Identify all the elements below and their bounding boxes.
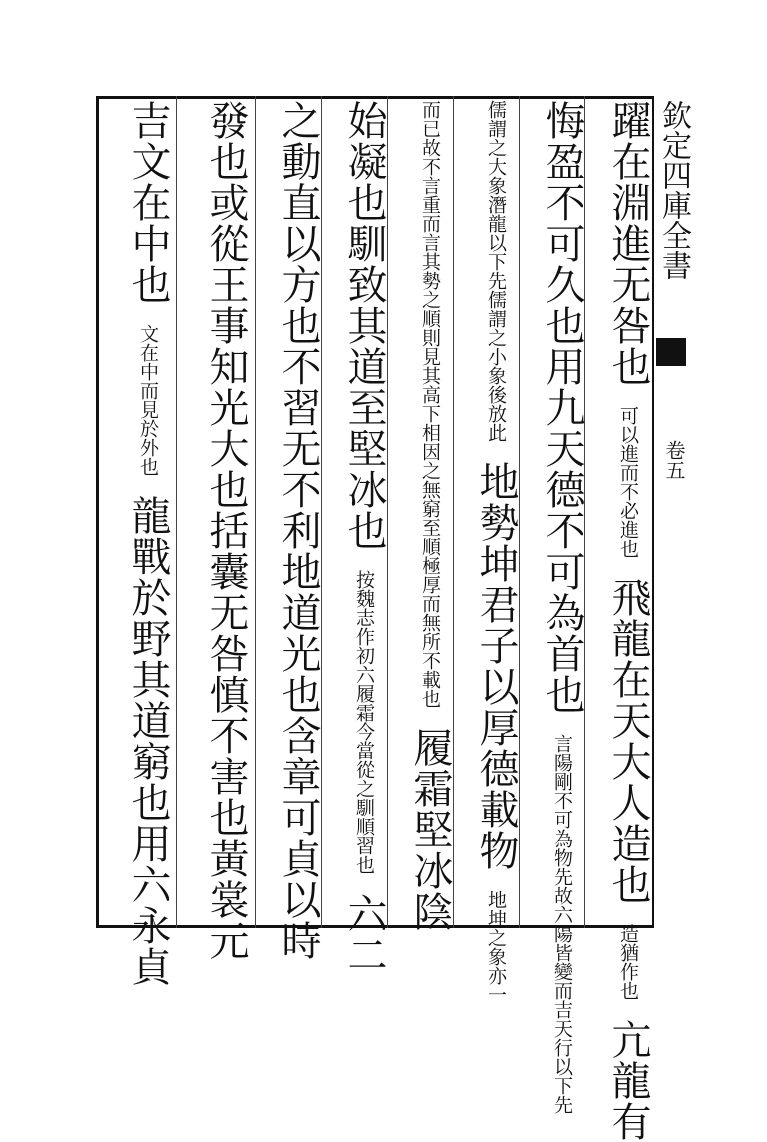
text-column-7 xyxy=(190,100,249,961)
column-rule xyxy=(387,96,388,928)
main-text: 始凝也馴致其道至堅冰也 xyxy=(341,100,387,551)
main-text: 飛龍在天大人造也 xyxy=(605,577,651,905)
annotation: 可以進而不必進也 xyxy=(617,406,639,558)
column-rule xyxy=(519,96,520,928)
main-text: 悔盈不可久也用九天德不可為首也 xyxy=(539,100,585,715)
fish-tail-mark xyxy=(656,338,686,366)
main-text: 龍戰於野其道窮也用六永貞 xyxy=(125,495,171,987)
main-text: 六二 xyxy=(341,893,387,975)
annotation: 造猶作也 xyxy=(617,924,639,1000)
text-column-2 xyxy=(526,100,585,1114)
text-column-4 xyxy=(394,100,453,932)
text-column-6 xyxy=(262,100,321,961)
main-text: 地勢坤君子以厚德載物 xyxy=(473,461,519,871)
main-text: 發也或從王事知光大也括囊无咎慎不害也黃裳元 xyxy=(203,100,249,961)
text-column-5 xyxy=(328,100,387,975)
main-text: 吉文在中也 xyxy=(125,100,171,305)
annotation: 而已故不言重而言其勢之順則見其高下相因之無窮至順極厚而無所不載也 xyxy=(419,100,441,708)
column-rule xyxy=(321,96,322,928)
book-title: 欽定四庫全書 xyxy=(656,100,691,280)
main-text: 躍在淵進无咎也 xyxy=(605,100,651,387)
text-column-1 xyxy=(592,100,651,1142)
annotation: 文在中而見於外也 xyxy=(137,324,159,476)
main-text: 之動直以方也不習无不利地道光也含章可貞以時 xyxy=(275,100,321,961)
column-rule xyxy=(453,96,454,928)
column-rule xyxy=(255,96,256,928)
column-rule xyxy=(176,96,177,928)
volume-number: 卷五 xyxy=(662,440,686,480)
annotation: 地坤之象亦一 xyxy=(485,890,507,1004)
annotation: 言陽剛不可為物先故六陽皆變而吉天行以下先 xyxy=(551,734,573,1114)
annotation: 按魏志作初六履霜今當從之馴順習也 xyxy=(353,570,375,874)
main-text: 亢龍有 xyxy=(605,1019,651,1142)
text-column-8 xyxy=(112,100,171,987)
annotation: 儒謂之大象潛龍以下先儒謂之小象後放此 xyxy=(485,100,507,442)
text-column-3 xyxy=(460,100,519,1004)
main-text: 履霜堅冰陰 xyxy=(407,727,453,932)
